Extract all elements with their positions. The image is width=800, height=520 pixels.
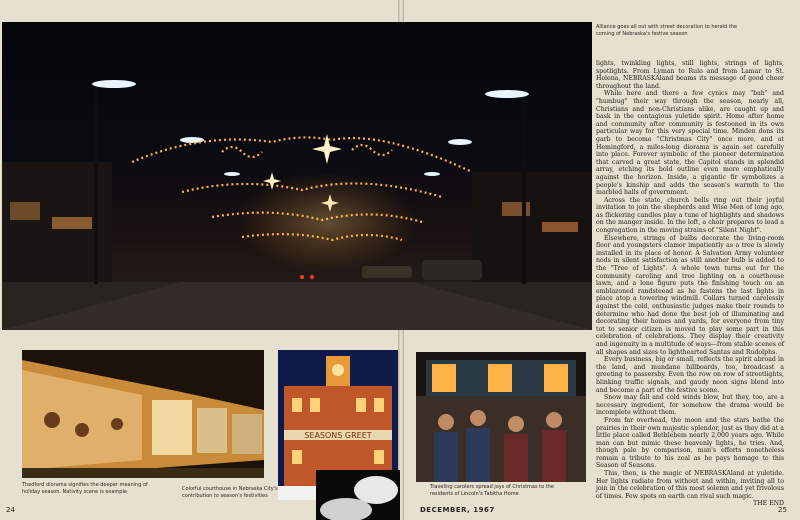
- article-paragraph: From far overhead, the moon and the stars bathe the prairies in their own majestic splendor, just as they did at a little place called Bethlehem nearly 2,000 years ago. While man can but mimic these heavenly lights, he tries. And, though pale by comparison, man's efforts nonetheless remain a tribute to his zeal as he pays homage to this Season of Seasons.: [596, 416, 784, 470]
- caption-courthouse: Colorful courthouse in Nebraska City's contribution to season's festivities: [182, 486, 278, 499]
- the-end-mark: THE END: [753, 500, 784, 508]
- caption-diorama: Thedford diorama signifies the deeper meaning of holiday season. Nativity scene is example: [22, 482, 148, 495]
- issue-date: DECEMBER, 1967: [420, 506, 495, 514]
- article-paragraph: Elsewhere, strings of bulbs decorate the living-room floor and youngsters clamor impatiently as a tree is slowly installed in its place of honor. A Salvation Army volunteer nods in silent satisfaction as still another bulb is added to the "Tree of Lights". A whole town turns out for the community caroling and tree lighting on a courthouse lawn, and a lone figure puts the finishing touch on an emblazoned randsteead as he fastens the last lights in place atop a towering windmill. Collars turned carelessly against the cold, enthusiastic judges make their rounds to determine who had done the best job of illuminating and decorating their homes and yards, for everyone from tiny tot to senior citizen is moved to play some part in this celebration of celebrations. They display their creativity and ingenuity in a multitude of ways—from stable scenes of all shapes and sizes to lighthearted Santas and Rudolphs.: [596, 234, 784, 356]
- seasons-greet-sign: SEASONS GREET: [304, 431, 372, 440]
- article-paragraph: While here and there a few cynics may "bah" and "humbug" their way through the season, nearly all, Christians and non-Christians alike, are caught up and bask in the contagious yuletide spirit. Home after home and community after community is festooned in its own particular way for this very special time. Minden dons its garb to become "Christmas City" once more, and at Hemingford, a miles-long diorama is again set carefully into place. Forever symbolic of the pioneer determination that carved a great state, the Capitol stands in splendid array, etching its bold outline even more emphatically against the horizon. Inside, a gigantic fir symbolizes a people's kinship and adds the season's warmth to the marbled halls of government.: [596, 90, 784, 197]
- page-number-right: 25: [778, 506, 787, 514]
- diorama-photo: [22, 350, 264, 478]
- page-number-left: 24: [6, 506, 15, 514]
- article-paragraph: This, then, is the magic of NEBRASKAland at yuletide. Her lights radiate from without and within, inviting all to join in the celebration of this most solemn and yet frivolous of times. Few spots on earth can rival such magic.: [596, 470, 784, 500]
- article-paragraph: Every business, big or small, reflects the spirit abroad in the land, and mundane billboards, too, broadcast a greeting to passersby. Even the row on row of streetlights, blinking traffic signals, and gaudy neon signs blend into and become a part of the festive scene.: [596, 356, 784, 394]
- article-paragraph: Snow may fall and cold winds blow, but they, too, are a necessary ingredient, for somehow the drama would be incomplete without them.: [596, 394, 784, 417]
- snow-tree-photo: [316, 470, 400, 520]
- article-paragraph: lights, twinkling lights, still lights, strings of lights, spotlights. From Lyman to Rulo and from Lamar to St. Helena, NEBRASKAland beams its message of good cheer throughout the land.: [596, 60, 784, 90]
- street-lights-photo: [2, 22, 592, 330]
- article-paragraph: Across the state, church bells ring out their joyful invitation to join the shepherds and Wise Men of long ago, as flickering candles play a tune of highlights and shadows on the manger inside. In the loft, a choir prepares to lead a congregation in the moving strains of "Silent Night".: [596, 196, 784, 235]
- caption-carolers: Traveling carolers spread joys of Christmas to the residents of Lincoln's Tabitha Home: [430, 484, 554, 497]
- article-body: [596, 60, 784, 508]
- caption-street: Alliance goes all out with street decoration to herald the coming of Nebraska's festive season: [596, 24, 738, 37]
- carolers-photo: [416, 352, 586, 482]
